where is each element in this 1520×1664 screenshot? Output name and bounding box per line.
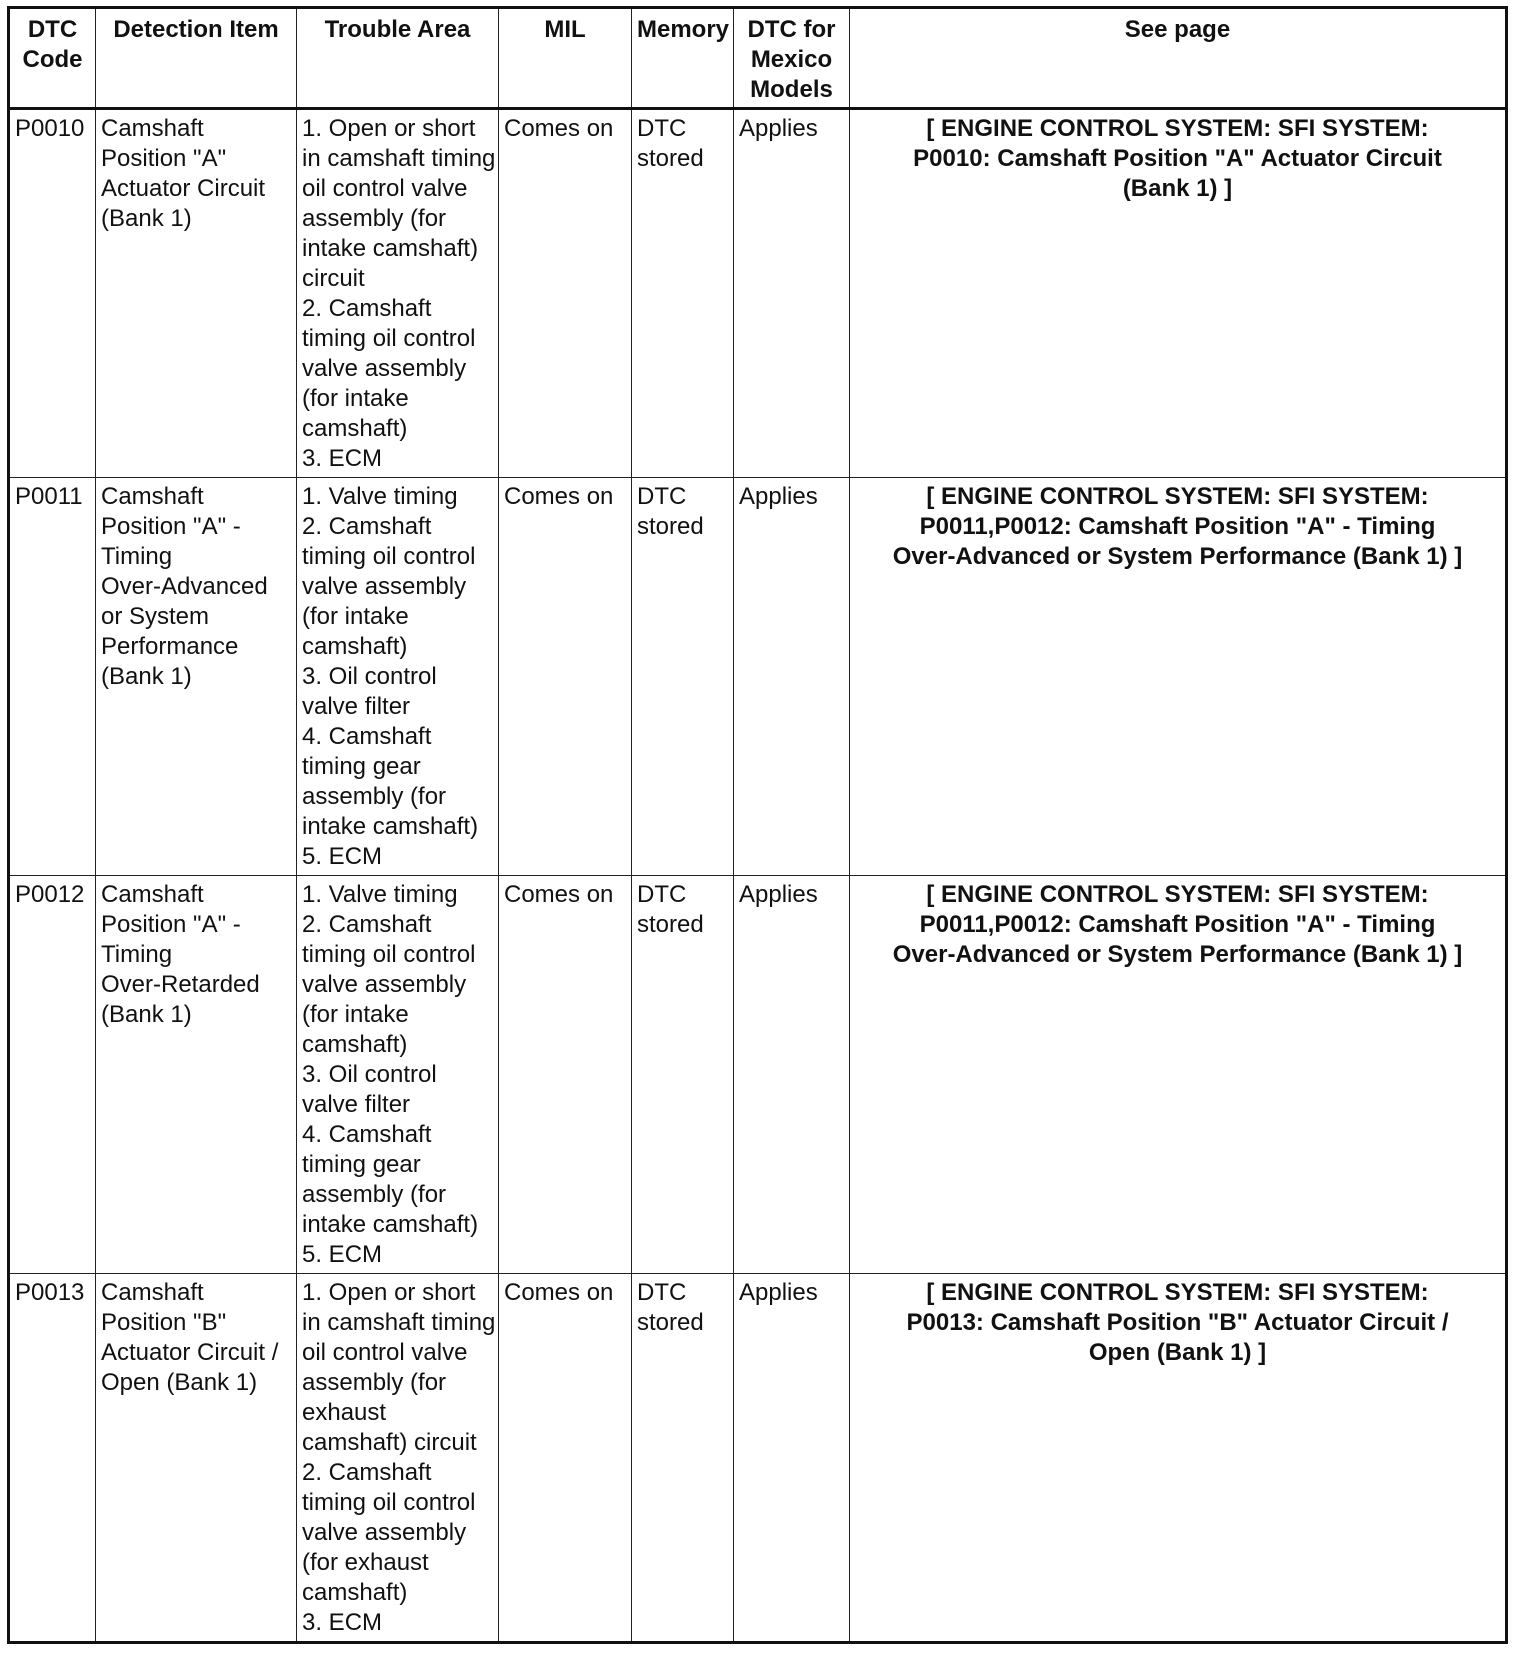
detection-item-cell: Camshaft Position "A" - Timing Over-Advanced or System Performance (Bank 1) [96,478,297,876]
header-see-page: See page [850,8,1507,109]
dtc-code-cell: P0011 [9,478,96,876]
memory-cell: DTC stored [632,876,734,1274]
detection-item-cell: Camshaft Position "A" - Timing Over-Retarded (Bank 1) [96,876,297,1274]
dtc-code-cell: P0013 [9,1274,96,1643]
trouble-area-cell: 1. Open or short in camshaft timing oil control valve assembly (for intake camshaft) circuit 2. Camshaft timing oil control valve assembly (for intake camshaft) 3. ECM [297,109,499,478]
dtc-table [7,6,1508,1644]
dtc-code-cell: P0012 [9,876,96,1274]
header-mil: MIL [499,8,632,109]
dtc-code-cell: P0010 [9,109,96,478]
mexico-cell: Applies [734,478,850,876]
memory-cell: DTC stored [632,109,734,478]
header-row [9,8,1507,109]
trouble-area-cell: 1. Valve timing 2. Camshaft timing oil control valve assembly (for intake camshaft) 3. Oil control valve filter 4. Camshaft timing gear assembly (for intake camshaft) 5. ECM [297,478,499,876]
mexico-cell: Applies [734,876,850,1274]
detection-item-cell: Camshaft Position "A" Actuator Circuit (Bank 1) [96,109,297,478]
table-row [9,109,1507,478]
see-page-link[interactable]: [ ENGINE CONTROL SYSTEM: SFI SYSTEM: P0010: Camshaft Position "A" Actuator Circuit (Bank 1) ] [850,109,1507,478]
dtc-table-body [9,109,1507,1643]
see-page-link[interactable]: [ ENGINE CONTROL SYSTEM: SFI SYSTEM: P0013: Camshaft Position "B" Actuator Circuit / Open (Bank 1) ] [850,1274,1507,1643]
detection-item-cell: Camshaft Position "B" Actuator Circuit / Open (Bank 1) [96,1274,297,1643]
mil-cell: Comes on [499,876,632,1274]
header-detection-item: Detection Item [96,8,297,109]
memory-cell: DTC stored [632,478,734,876]
mil-cell: Comes on [499,478,632,876]
see-page-link[interactable]: [ ENGINE CONTROL SYSTEM: SFI SYSTEM: P0011,P0012: Camshaft Position "A" - Timing Over-Advanced or System Performance (Bank 1) ] [850,478,1507,876]
memory-cell: DTC stored [632,1274,734,1643]
header-trouble-area: Trouble Area [297,8,499,109]
table-row [9,478,1507,876]
mexico-cell: Applies [734,109,850,478]
mil-cell: Comes on [499,1274,632,1643]
dtc-table-container [7,6,1508,1644]
trouble-area-cell: 1. Open or short in camshaft timing oil control valve assembly (for exhaust camshaft) circuit 2. Camshaft timing oil control valve assembly (for exhaust camshaft) 3. ECM [297,1274,499,1643]
table-row [9,1274,1507,1643]
header-dtc-mexico: DTC for Mexico Models [734,8,850,109]
mexico-cell: Applies [734,1274,850,1643]
trouble-area-cell: 1. Valve timing 2. Camshaft timing oil control valve assembly (for intake camshaft) 3. Oil control valve filter 4. Camshaft timing gear assembly (for intake camshaft) 5. ECM [297,876,499,1274]
table-row [9,876,1507,1274]
mil-cell: Comes on [499,109,632,478]
header-memory: Memory [632,8,734,109]
header-dtc-code: DTC Code [9,8,96,109]
see-page-link[interactable]: [ ENGINE CONTROL SYSTEM: SFI SYSTEM: P0011,P0012: Camshaft Position "A" - Timing Over-Advanced or System Performance (Bank 1) ] [850,876,1507,1274]
